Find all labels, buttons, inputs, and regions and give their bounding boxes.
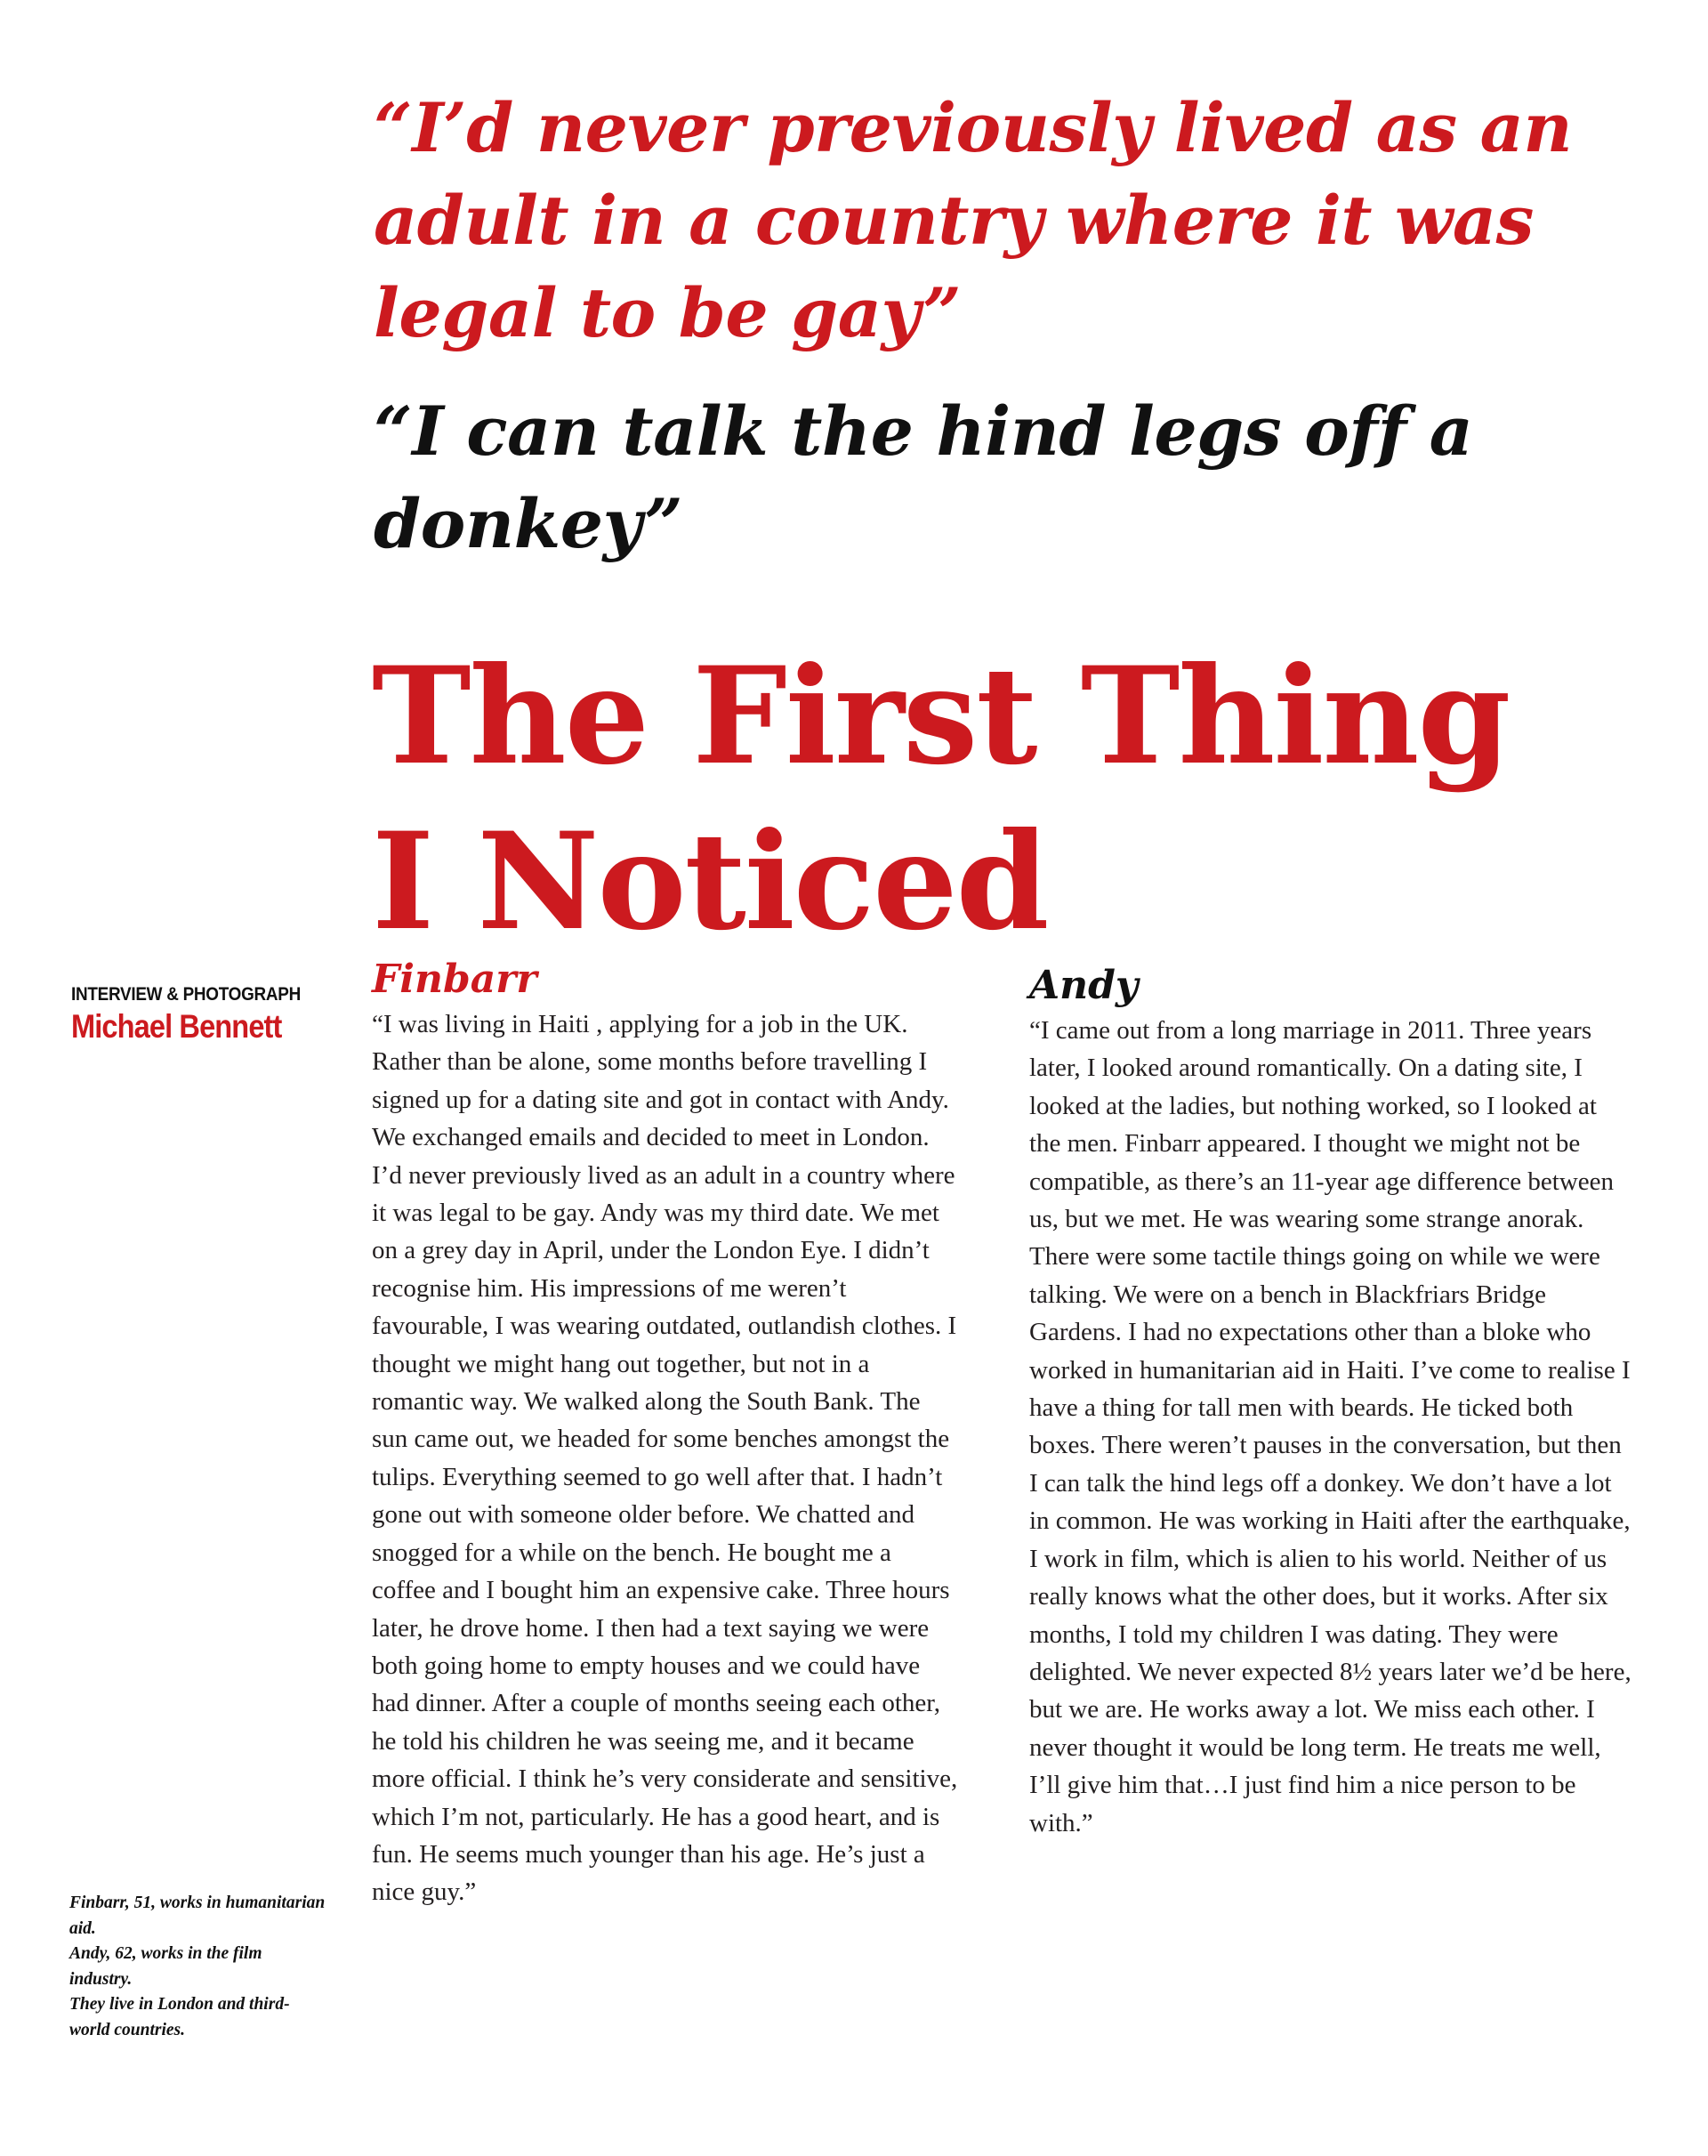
byline-label: INTERVIEW & PHOTOGRAPH [71,984,301,1005]
caption-line-andy: Andy, 62, works in the film industry. [69,1944,262,1989]
caption-line-location: They live in London and third-world countries. [69,1995,290,2039]
pull-quote-black: “I can talk the hind legs off a donkey” [374,392,1473,563]
column-finbarr [372,957,959,1911]
headline-line-2: I Noticed [372,803,1048,960]
article-headline [372,634,1653,965]
body-text-andy: “I came out from a long marriage in 2011. Three years later, I looked around romantically. On a dating site, I looked at the ladies, but nothing worked, so I looked at the men. Finbarr appeared. I thought we might not be compatible, as there’s an 11-year age difference between us, but we met. He was wearing some strange anorak. There were some tactile things going on while we were talking. We were on a bench in Blackfriars Bridge Gardens. I had no expectations other than a bloke who worked in humanitarian aid in Haiti. I’ve come to realise I have a thing for tall men with beards. He ticked both boxes. There weren’t pauses in the conversation, but then I can talk the hind legs off a donkey. We don’t have a lot in common. He was working in Haiti after the earthquake, I work in film, which is alien to his world. Neither of us really knows what the other does, but it works. After six months, I told my children I was dating. They were delighted. We never expected 8½ years later we’d be here, but we are. He works away a lot. We miss each other. I never thought it would be long term. He treats me well, I’ll give him that…I just find him a nice person to be with.” [1029,1016,1631,1837]
byline-name: Michael Bennett [71,1008,282,1045]
speaker-name-andy: Andy [1029,963,1139,1008]
byline [71,981,338,1046]
photo-caption [69,1891,327,2043]
speaker-name-finbarr: Finbarr [372,957,537,1002]
caption-line-finbarr: Finbarr, 51, works in humanitarian aid. [69,1894,326,1938]
pull-quote-red: “I’d never previously lived as an adult in a country where it was legal to be gay” [374,88,1573,352]
column-andy [1029,964,1634,1842]
body-text-finbarr: “I was living in Haiti , applying for a job in the UK. Rather than be alone, some months before travelling I signed up for a dating site and got in contact with Andy. We exchanged emails and decided to meet in London. I’d never previously lived as an adult in a country where it was legal to be gay. Andy was my third date. We met on a grey day in April, under the London Eye. I didn’t recognise him. His impressions of me weren’t favourable, I was wearing outdated, outlandish clothes. I thought we might hang out together, but not in a romantic way. We walked along the South Bank. The sun came out, we headed for some benches amongst the tulips. Everything seemed to go well after that. I hadn’t gone out with someone older before. We chatted and snogged for a while on the bench. He bought me a coffee and I bought him an expensive cake. Three hours later, he drove home. I then had a text saying we were both going home to empty houses and we could have had dinner. After a couple of months seeing each other, he told his children he was seeing me, and it became more official. I think he’s very considerate and sensitive, which I’m not, particularly. He has a good heart, and is fun. He seems much younger than his age. He’s just a nice guy.” [372,1010,958,1907]
headline-line-1: The First Thing [372,638,1510,795]
